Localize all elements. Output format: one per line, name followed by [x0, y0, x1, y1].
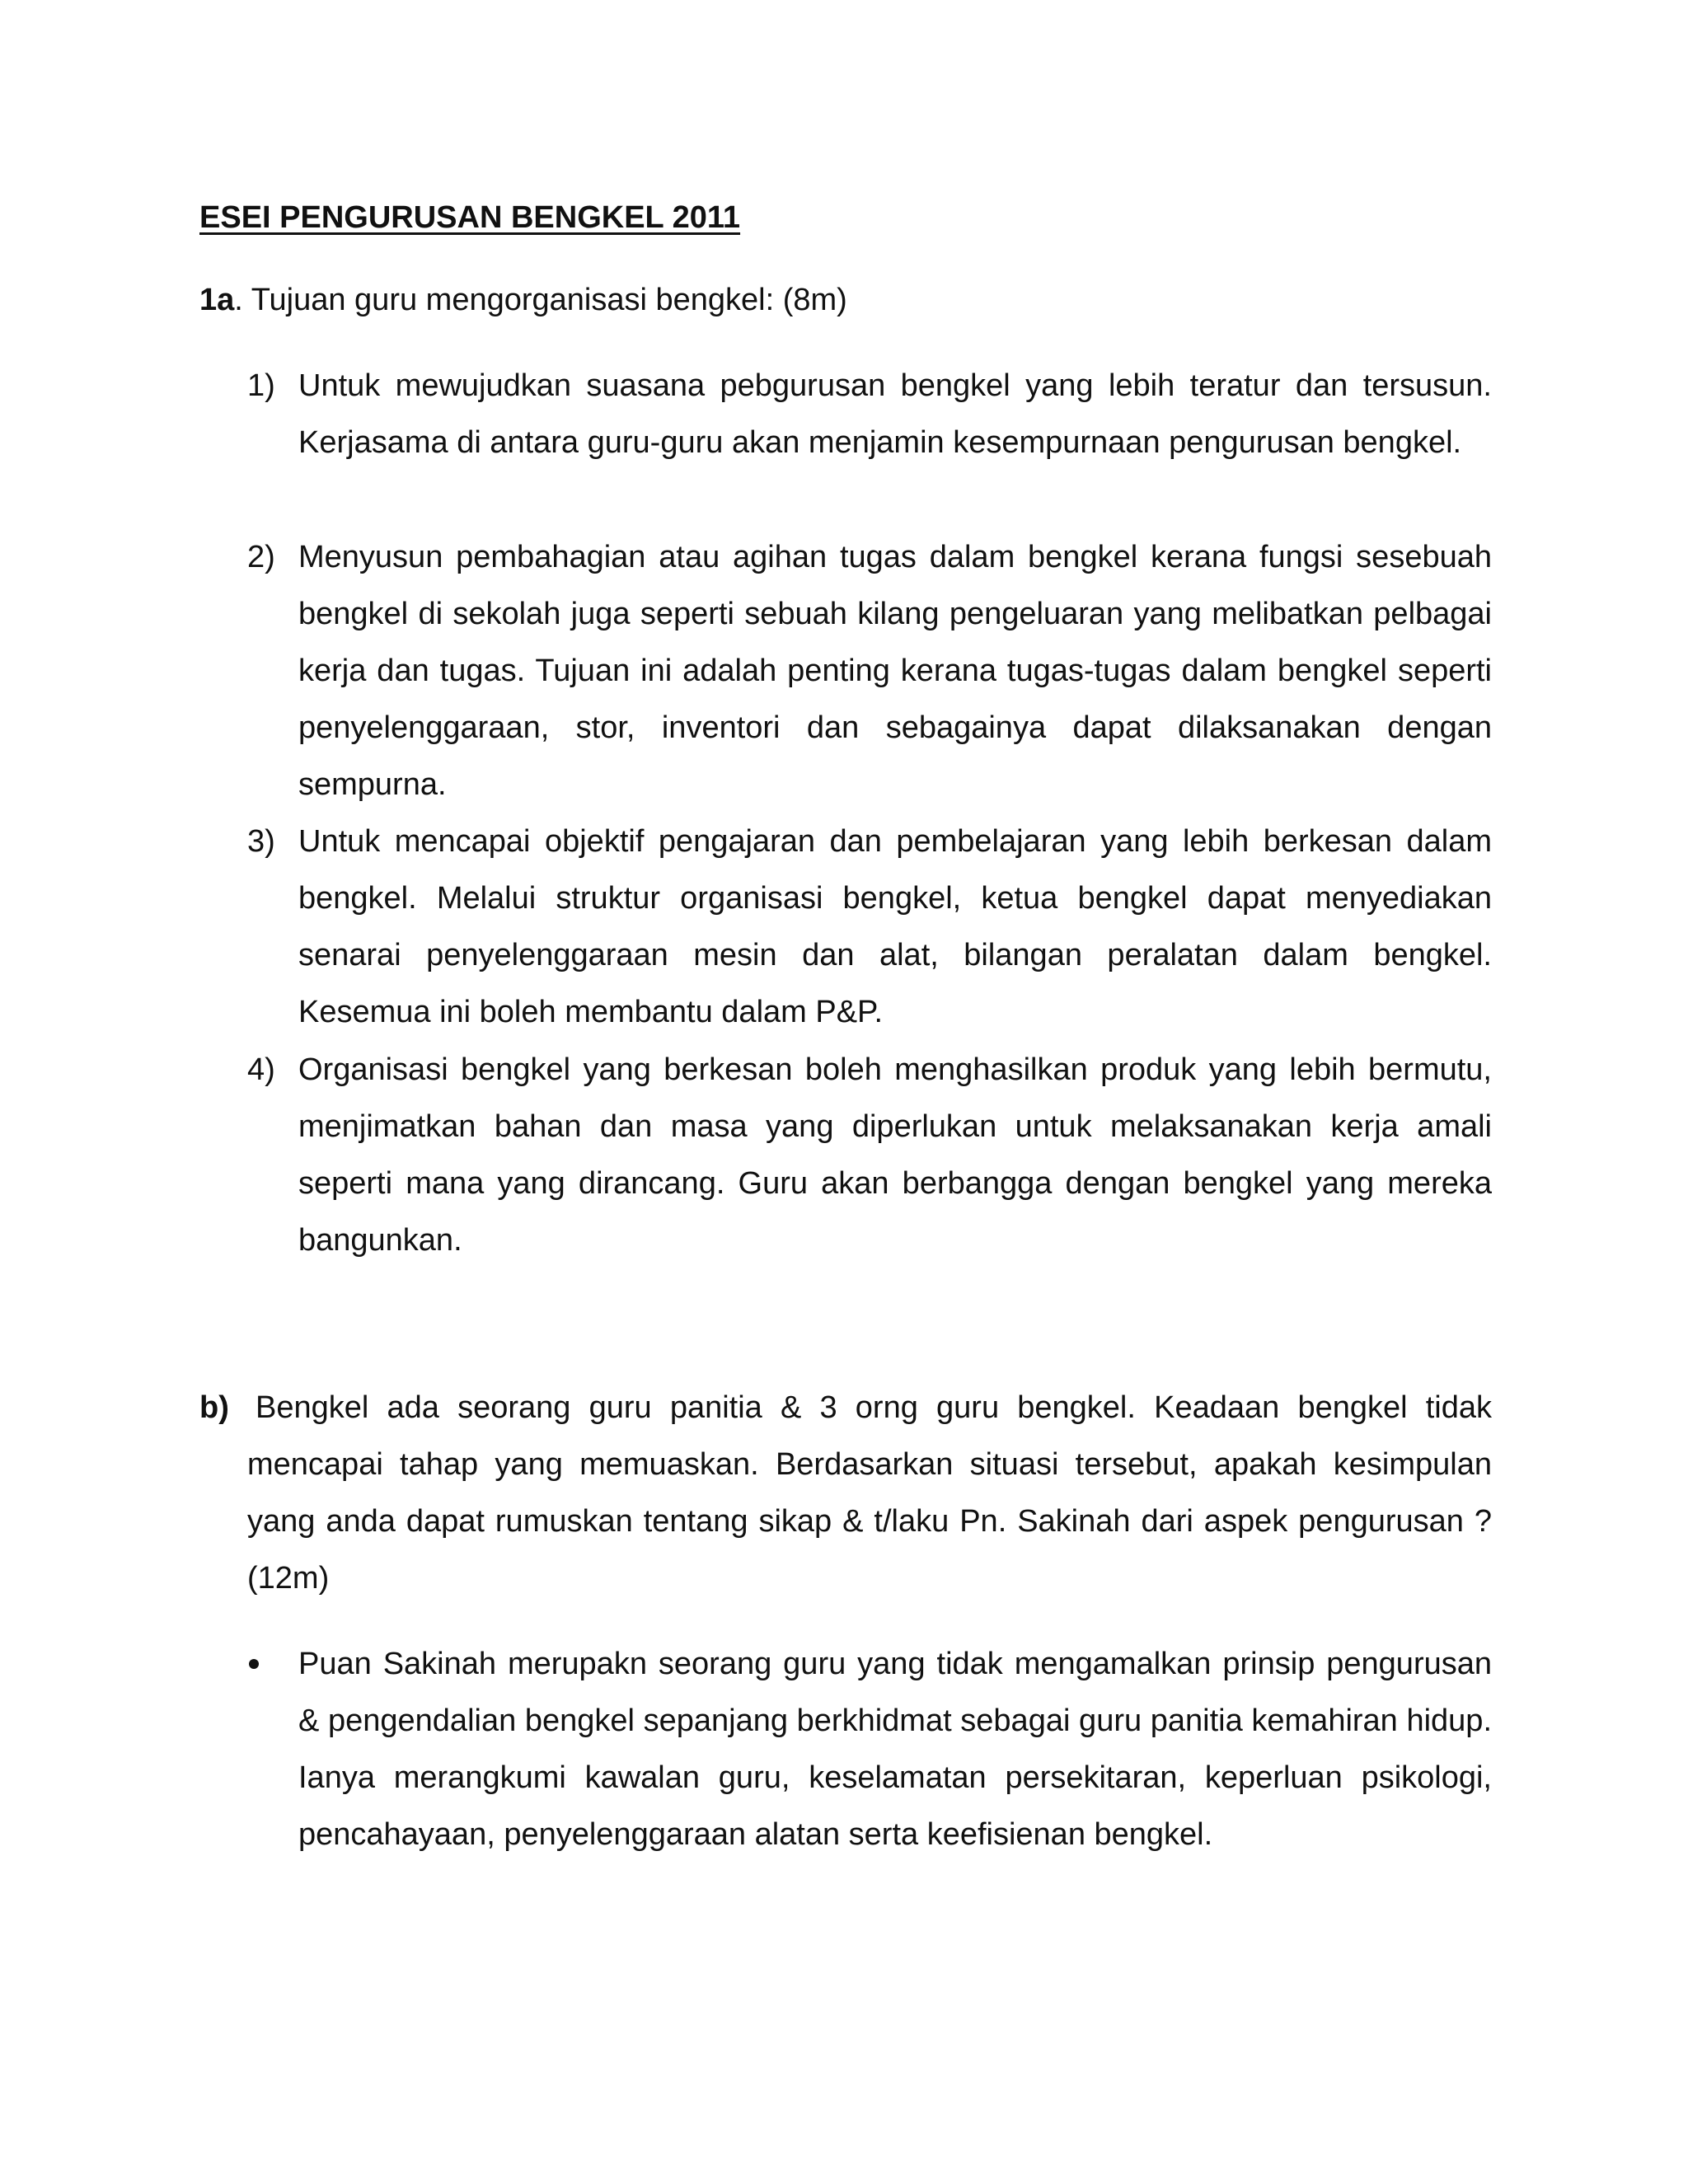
list-item-marker: 2)	[247, 540, 275, 574]
bullet-item-text: Puan Sakinah merupakn seorang guru yang tidak mengamalkan prinsip pengurusan & pengendalian bengkel sepanjang berkhidmat sebagai guru panitia kemahiran hidup. Ianya merangkumi kawalan guru, keselamatan persekitaran, keperluan psikologi, pencahayaan, penyelenggaraan alatan serta keefisienan bengkel.	[298, 1647, 1492, 1852]
bullet-item	[247, 1636, 1492, 1863]
list-item-marker: 4)	[247, 1052, 275, 1087]
list-item	[247, 529, 1492, 813]
list-item	[247, 813, 1492, 1041]
question-1a-number: 1a	[199, 283, 235, 317]
list-item	[247, 358, 1492, 471]
document-title: ESEI PENGURUSAN BENGKEL 2011	[199, 200, 741, 235]
list-item-text: Untuk mewujudkan suasana pebgurusan bengkel yang lebih teratur dan tersusun. Kerjasama di antara guru-guru akan menjamin kesempurnaan pengurusan bengkel.	[298, 368, 1492, 460]
question-1b-label: b)	[199, 1390, 229, 1425]
question-1b-text: Bengkel ada seorang guru panitia & 3 orng guru bengkel. Keadaan bengkel tidak mencapai tahap yang memuaskan. Berdasarkan situasi tersebut, apakah kesimpulan yang anda dapat rumuskan tentang sikap & t/laku Pn. Sakinah dari aspek pengurusan ? (12m)	[247, 1390, 1492, 1596]
list-item	[247, 1042, 1492, 1269]
list-item-text: Organisasi bengkel yang berkesan boleh menghasilkan produk yang lebih bermutu, menjimatkan bahan dan masa yang diperlukan untuk melaksanakan kerja amali seperti mana yang dirancang. Guru akan berbangga dengan bengkel yang mereka bangunkan.	[298, 1052, 1492, 1258]
bullet-icon	[249, 1659, 259, 1669]
list-item-marker: 3)	[247, 824, 275, 859]
list-item-marker: 1)	[247, 368, 275, 403]
question-1a-heading	[199, 280, 847, 320]
list-item-text: Untuk mencapai objektif pengajaran dan pembelajaran yang lebih berkesan dalam bengkel. Melalui struktur organisasi bengkel, ketua bengkel dapat menyediakan senarai penyelenggaraan mesin dan alat, bilangan peralatan dalam bengkel. Kesemua ini boleh membantu dalam P&P.	[298, 824, 1492, 1029]
question-1b-prompt	[247, 1380, 1492, 1607]
list-item-text: Menyusun pembahagian atau agihan tugas dalam bengkel kerana fungsi sesebuah bengkel di sekolah juga seperti sebuah kilang pengeluaran yang melibatkan pelbagai kerja dan tugas. Tujuan ini adalah penting kerana tugas-tugas dalam bengkel seperti penyelenggaraan, stor, inventori dan sebagainya dapat dilaksanakan dengan sempurna.	[298, 540, 1492, 802]
question-1a-prompt: . Tujuan guru mengorganisasi bengkel: (8m)	[234, 283, 847, 317]
